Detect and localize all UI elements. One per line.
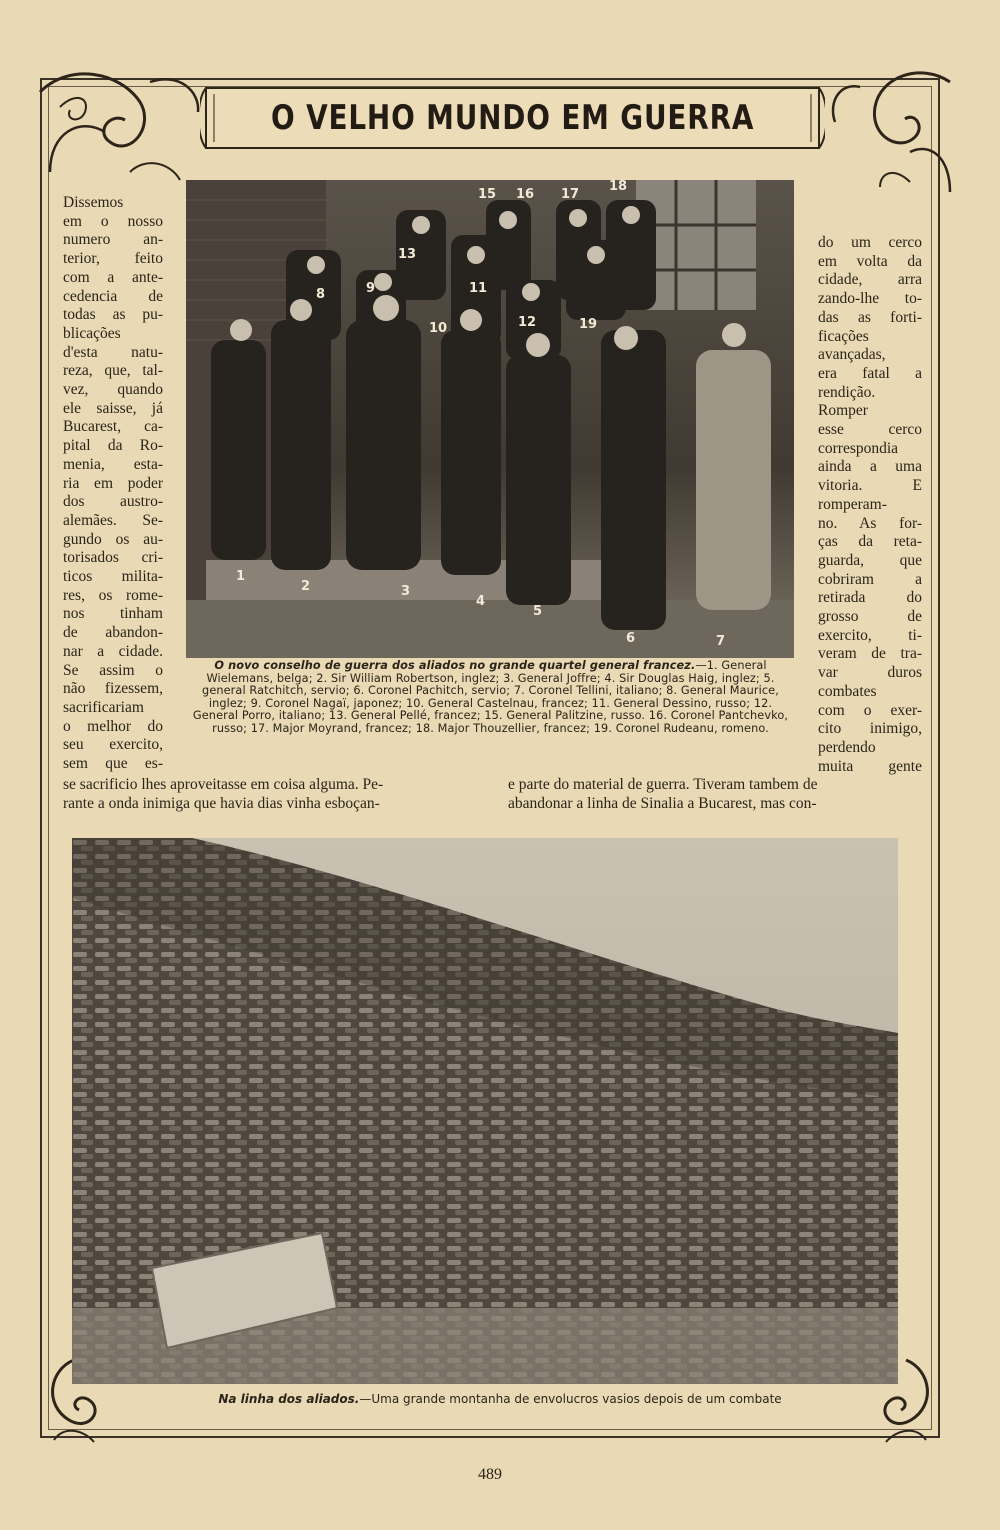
left-column-line: seu exercito, [63,736,163,754]
right-column-line: ficações [818,327,869,345]
left-column-line: Se assim o [63,661,163,679]
left-column-line: nar a cidade. [63,642,163,660]
left-column-line: numero an- [63,231,163,249]
photo-label-8: 8 [316,287,326,302]
right-column-line: ças da reta- [818,533,922,551]
photo-label-17: 17 [561,187,580,202]
article-left-column [63,194,163,774]
caption-text-2: —Uma grande montanha de envolucros vasios depois de um combate [359,1392,782,1406]
right-column-line: no. As for- [818,514,922,532]
left-column-line: ele saisse, já [63,399,163,417]
right-column-line: correspondia [818,439,899,457]
photo-label-18: 18 [609,180,628,194]
right-column-line: grosso de [818,608,922,626]
left-column-line: cedencia de [63,287,163,305]
left-column-line: blicações [63,324,121,342]
right-column-line: cidade, arra [818,271,922,289]
left-column-line: de abandon- [63,624,163,642]
right-column-line: cito inimigo, [818,720,922,738]
right-column-line: perdendo [818,738,876,756]
photo-label-7: 7 [716,634,726,649]
left-column-line: com a ante- [63,268,163,286]
text-bottom-left-1: se sacrificio lhes aproveitasse em coisa alguma. Pe- [63,776,384,793]
left-column-line: nos tinham [63,605,163,623]
right-column-line: guarda, que [818,551,922,569]
photo-label-3: 3 [401,584,411,599]
shell-casings-photo [72,838,898,1384]
war-council-caption [188,660,793,736]
left-column-line: em o nosso [63,212,163,230]
left-column-line: o melhor do [63,717,163,735]
photo-label-13: 13 [398,247,417,262]
left-column-line: não fizessem, [63,680,163,698]
left-column-line: ticos milita- [63,568,163,586]
right-column-line: rendição. [818,383,876,401]
right-column-line: cobriram a [818,570,922,588]
right-column-line: muita gente [818,757,922,775]
right-column-line: do um cerco [818,234,922,251]
photo-label-2: 2 [301,579,311,594]
right-column-line: veram de tra- [818,645,922,663]
right-column-line: vitoria. E [818,477,922,495]
photo-label-10: 10 [429,321,448,336]
shell-casings-caption [120,1392,880,1406]
right-column-line: era fatal a [818,364,922,382]
title-banner [200,80,825,156]
left-column-line: sem que es- [63,755,163,773]
ornament-top-right [820,62,970,212]
left-column-line: ria em poder [63,474,163,492]
left-column-line: alemães. Se- [63,511,163,529]
article-right-column [818,234,922,776]
left-column-line: Bucarest, ca- [63,418,163,436]
left-column-line: dos austro- [63,493,163,511]
right-column-line: Romper [818,402,868,420]
right-column-line: combates [818,682,877,700]
left-column-line: torisados cri- [63,549,163,567]
caption-text: —1. General Wielemans, belga; 2. Sir William Robertson, inglez; 3. General Joffre; 4. Sir Douglas Haig, inglez; 5. general Ratchitch, servio; 6. Coronel Pachitch, servio; 7. Coronel Tellini, italiano; 8. General Maurice, inglez; 9. Coronel Nagaï, japonez; 10. General Castelnau, francez; 11. General Dessino, russo; 12. General Porro, italiano; 13. General Pellé, francez; 15. General Palitzine, russo. 16. Coronel Pantchevko, russo; 17. Major Moyrand, francez; 18. Major Thouzellier, francez; 19. Coronel Rudeanu, romeno. [192,659,789,735]
page-title: O VELHO MUNDO EM GUERRA [270,98,755,138]
photo-label-6: 6 [626,631,636,646]
right-column-line: ainda a uma [818,458,922,476]
right-column-line: exercito, ti- [818,626,922,644]
left-column-line: reza, que, tal- [63,362,163,380]
left-column-line: Dissemos [63,194,124,211]
caption-title: O novo conselho de guerra dos aliados no grande quartel general francez. [214,659,696,672]
photo-label-15: 15 [478,187,497,202]
right-column-line: esse cerco [818,421,922,439]
right-column-line: com o exer- [818,701,922,719]
page-number: 489 [478,1466,502,1483]
photo-label-9: 9 [366,281,376,296]
ornament-top-left [30,62,205,192]
photo-label-16: 16 [516,187,535,202]
right-column-line: avançadas, [818,346,886,364]
left-column-line: terior, feito [63,250,163,268]
left-column-line: res, os rome- [63,586,163,604]
right-column-line: romperam- [818,495,887,513]
text-bottom-right-1: e parte do material de guerra. Tiveram tambem de [508,776,818,793]
photo-label-19: 19 [579,317,598,332]
photo-label-12: 12 [518,315,537,330]
left-column-line: pital da Ro- [63,437,163,455]
left-column-line: todas as pu- [63,306,163,324]
text-bottom-right-2: abandonar a linha de Sinalia a Bucarest, mas con- [508,795,817,812]
war-council-photo [186,180,794,658]
photo-label-1: 1 [236,569,246,584]
photo-label-11: 11 [469,281,488,296]
photo-label-5: 5 [533,604,543,619]
photo-label-4: 4 [476,594,486,609]
left-column-line: gundo os au- [63,530,163,548]
right-column-line: var duros [818,664,922,682]
left-column-line: vez, quando [63,381,163,399]
right-column-line: zando-lhe to- [818,290,922,308]
left-column-line: menia, esta- [63,455,163,473]
right-column-line: das as forti- [818,308,922,326]
caption-title-2: Na linha dos aliados. [218,1392,360,1406]
text-bottom-left-2: rante a onda inimiga que havia dias vinha esboçan- [63,795,380,812]
left-column-line: sacrificariam [63,698,144,716]
left-column-line: d'esta natu- [63,343,163,361]
right-column-line: retirada do [818,589,922,607]
right-column-line: em volta da [818,252,922,270]
